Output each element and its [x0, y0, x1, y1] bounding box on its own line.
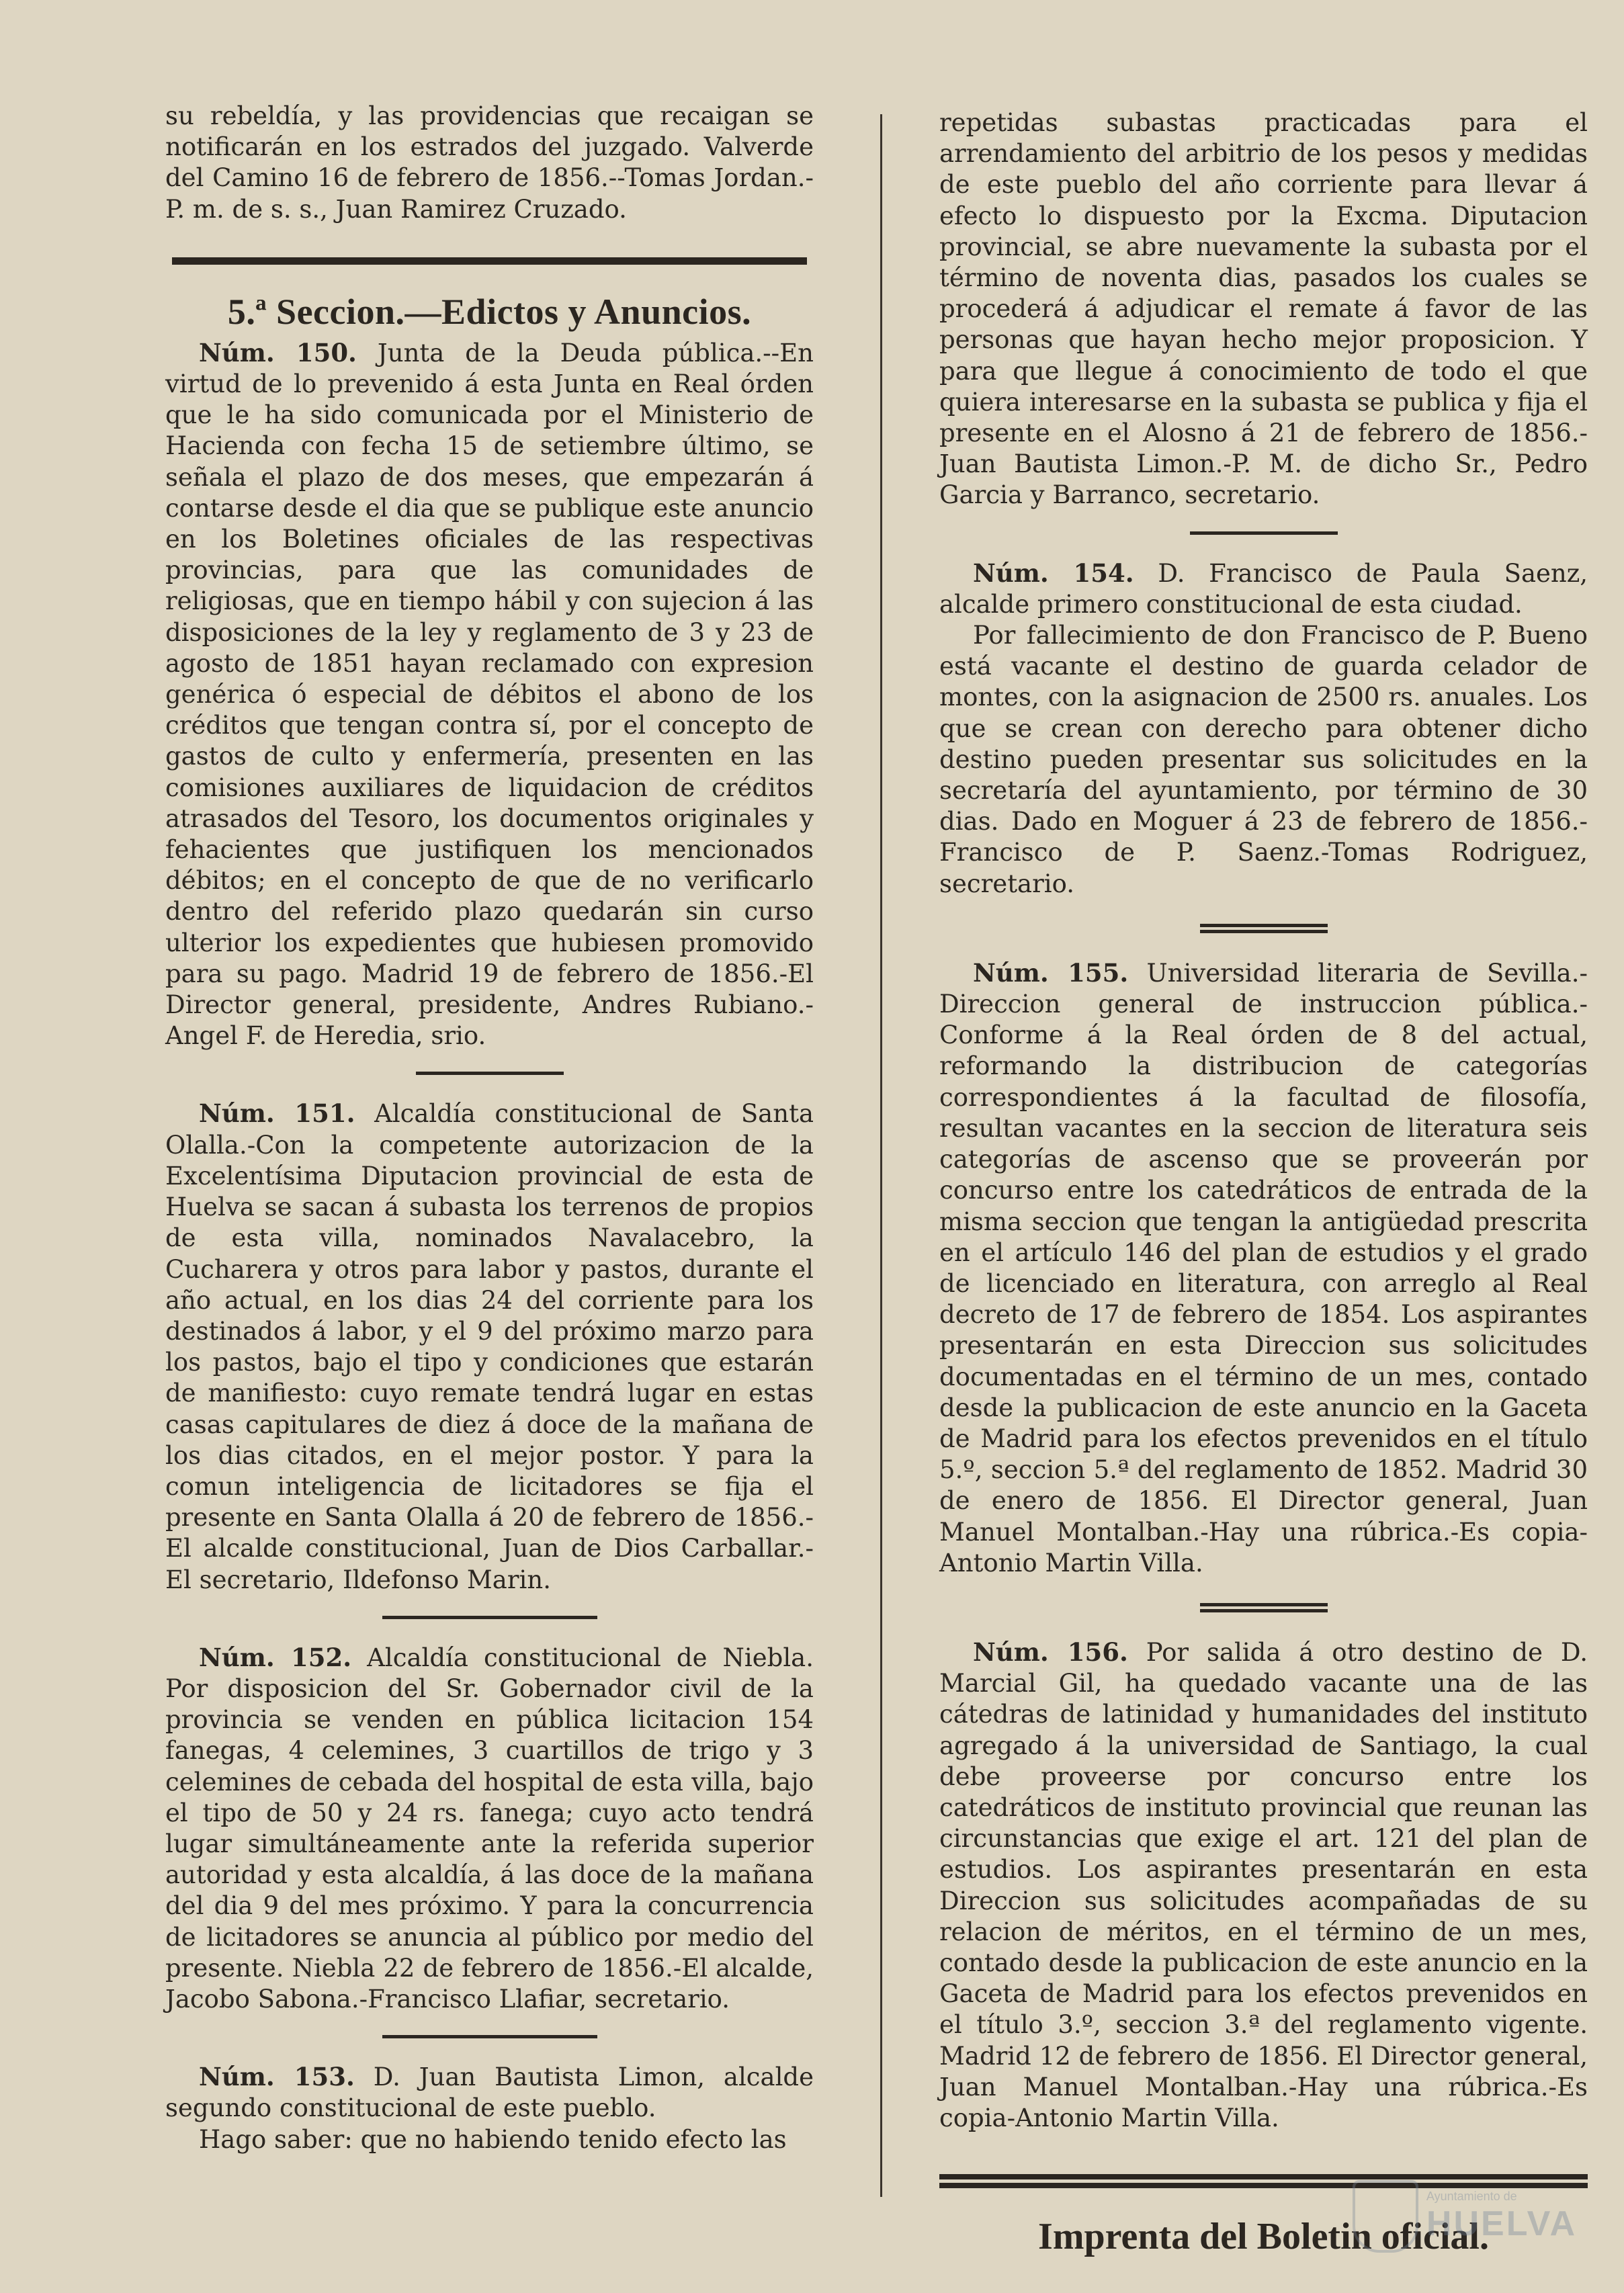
continuation-text: su rebeldía, y las providencias que recaigan se notificarán en los estrados del juzgado. Valverde del Camino 16 de febrero de 1856.--Tomas Jordan.-P. m. de s. s., Juan Ramirez Cruzado.: [165, 101, 814, 224]
notice-number: Núm. 150.: [199, 337, 357, 367]
divider: [1190, 531, 1338, 535]
notice-153-continuation: repetidas subastas practicadas para el arrendamiento del arbitrio de los pesos y medidas de este pueblo del año corriente para llevar á efecto lo dispuesto por la Excma. Diputacion provincial, se abre nuevamente la subasta por el término de noventa dias, pasados los cuales se procederá á adjudicar el remate á favor de las personas que hayan hecho mejor proposicion. Y para que llegue á conocimiento de todo el que quiera interesarse en la subasta se publica y fija el presente en el Alosno á 21 de febrero de 1856.-Juan Bautista Limon.-P. M. de dicho Sr., Pedro Garcia y Barranco, secretario.: [939, 108, 1588, 510]
double-divider: [1200, 924, 1328, 933]
notice-text: Alcaldía constitucional de Niebla. Por disposicion del Sr. Gobernador civil de la provincia se venden en pública licitacion 154 fanegas, 4 celemines, 3 cuartillos de trigo y 3 celemines de cebada del hospital de esta villa, bajo el tipo de 50 y 24 rs. fanega; cuyo acto tendrá lugar simultáneamente ante la referida superior autoridad y esta alcaldía, á las doce de la mañana del dia 9 del mes próximo. Y para la concurrencia de licitadores se anuncia al público por medio del presente. Niebla 22 de febrero de 1856.-El alcalde, Jacobo Sabona.-Francisco Llafiar, secretario.: [165, 1643, 814, 2014]
notice-155: [939, 957, 1588, 1579]
double-divider: [1200, 1603, 1328, 1612]
watermark-text: [1426, 2190, 1577, 2244]
notice-152: [165, 1642, 814, 2015]
notice-number: Núm. 152.: [199, 1642, 352, 1672]
section-title: 5.ª Seccion.—Edictos y Anuncios.: [227, 291, 752, 332]
notice-text: D. Francisco de Paula Saenz, alcalde primero constitucional de esta ciudad.: [939, 558, 1588, 619]
watermark-small: Ayuntamiento de: [1426, 2189, 1517, 2203]
notice-text: Alcaldía constitucional de Santa Olalla.-Con la competente autorizacion de la Excelentísima Diputacion provincial de esta de Huelva se sacan á subasta los terrenos de propios de esta villa, nominados Navalacebro, la Cucharera y otros para labor y pastos, durante el año actual, en los dias 24 del corriente para los destinados á labor, y el 9 del próximo marzo para los pastos, bajo el tipo y condiciones que estarán de manifiesto: cuyo remate tendrá lugar en estas casas capitulares de diez á doce de la mañana de los dias citados, en el mejor postor. Y para la comun inteligencia de licitadores se fija el presente en Santa Olalla á 20 de febrero de 1856.-El alcalde constitucional, Juan de Dios Carballar.-El secretario, Ildefonso Marin.: [165, 1099, 814, 1594]
notice-154: [939, 558, 1588, 620]
archive-watermark: [1353, 2180, 1577, 2253]
notice-text: Universidad literaria de Sevilla.-Direccion general de instruccion pública.-Conforme á la Real órden de 8 del actual, reformando la distribucion de categorías correspondientes á la facultad de filosofía, resultan vacantes en la seccion de literatura seis categorías de ascenso que se proveerán por concurso entre los catedráticos de entrada de la misma seccion que tengan la antigüedad prescrita en el artículo 146 del plan de estudios y el grado de licenciado en literatura, con arreglo al Real decreto de 17 de febrero de 1854. Los aspirantes presentarán en esta Direccion sus solicitudes documentadas en el término de un mes, contado desde la publicacion de este anuncio en la Gaceta de Madrid para los efectos prevenidos en el título 5.º, seccion 5.ª del reglamento de 1852. Madrid 30 de enero de 1856. El Director general, Juan Manuel Montalban.-Hay una rúbrica.-Es copia-Antonio Martin Villa.: [939, 958, 1588, 1577]
notice-text: D. Juan Bautista Limon, alcalde segundo constitucional de este pueblo.: [165, 2063, 814, 2123]
notice-150: [165, 337, 814, 1052]
notice-154-body: Por fallecimiento de don Francisco de P. Bueno está vacante el destino de guarda celador de montes, con la asignacion de 2500 rs. anuales. Los que se crean con derecho para obtener dicho destino pueden presentar sus solicitudes en la secretaría del ayuntamiento, por término de 30 dias. Dado en Moguer á 23 de febrero de 1856.-Francisco de P. Saenz.-Tomas Rodriguez, secretario.: [939, 621, 1588, 898]
notice-153: [165, 2061, 814, 2124]
notice-number: Núm. 156.: [973, 1637, 1128, 1667]
notice-number: Núm. 153.: [199, 2062, 355, 2092]
notice-number: Núm. 155.: [973, 957, 1129, 988]
notice-text: Por salida á otro destino de D. Marcial Gil, ha quedado vacante una de las cátedras de latinidad y humanidades del instituto agregado á la universidad de Santiago, la cual debe proveerse por concurso entre los catedráticos de instituto provincial que reunan las circunstancias que exige el art. 121 del plan de estudios. Los aspirantes presentarán en esta Direccion sus solicitudes acompañadas de su relacion de méritos, en el término de un mes, contado desde la publicacion de este anuncio en la Gaceta de Madrid para los efectos prevenidos en el título 3.º, seccion 3.ª del reglamento vigente. Madrid 12 de febrero de 1856. El Director general, Juan Manuel Montalban.-Hay una rúbrica.-Es copia-Antonio Martin Villa.: [939, 1637, 1588, 2132]
notice-text: Junta de la Deuda pública.--En virtud de lo prevenido á esta Junta en Real órden que le ha sido comunicada por el Ministerio de Hacienda con fecha 15 de setiembre último, se señala el plazo de dos meses, que empezarán á contarse desde el dia que se publique este anuncio en los Boletines oficiales de las respectivas provincias, para que las comunidades de religiosas, que en tiempo hábil y con sujecion á las disposiciones de la ley y reglamento de 3 y 23 de agosto de 1851 hayan reclamado con expresion genérica ó especial de débitos el abono de los créditos que tengan contra sí, por el concepto de gastos de culto y enfermería, presenten en las comisiones auxiliares de liquidacion de créditos atrasados del Tesoro, los documentos originales y fehacientes que justifiquen los mencionados débitos; en el concepto de que de no verificarlo dentro del referido plazo quedarán sin curso ulterior los expedientes que hubiesen promovido para su pago. Madrid 19 de febrero de 1856.-El Director general, presidente, Andres Rubiano.-Angel F. de Heredia, srio.: [165, 338, 814, 1051]
notice-number: Núm. 151.: [199, 1098, 355, 1129]
notice-156: [939, 1637, 1588, 2134]
column-rule: [880, 114, 882, 2197]
notice-153-body: Hago saber: que no habiendo tenido efecto las: [199, 2124, 787, 2154]
right-column: [939, 107, 1588, 2258]
notice-number: Núm. 154.: [973, 558, 1134, 588]
city-seal-icon: [1353, 2180, 1418, 2253]
left-column: [165, 101, 814, 2155]
watermark-big: HUELVA: [1426, 2204, 1577, 2243]
divider: [416, 1072, 564, 1075]
section-divider: [172, 257, 807, 265]
divider: [382, 1616, 597, 1619]
notice-151: [165, 1098, 814, 1595]
printer-footer: Imprenta del Boletin oficial.: [1038, 2216, 1489, 2258]
divider: [382, 2035, 597, 2038]
